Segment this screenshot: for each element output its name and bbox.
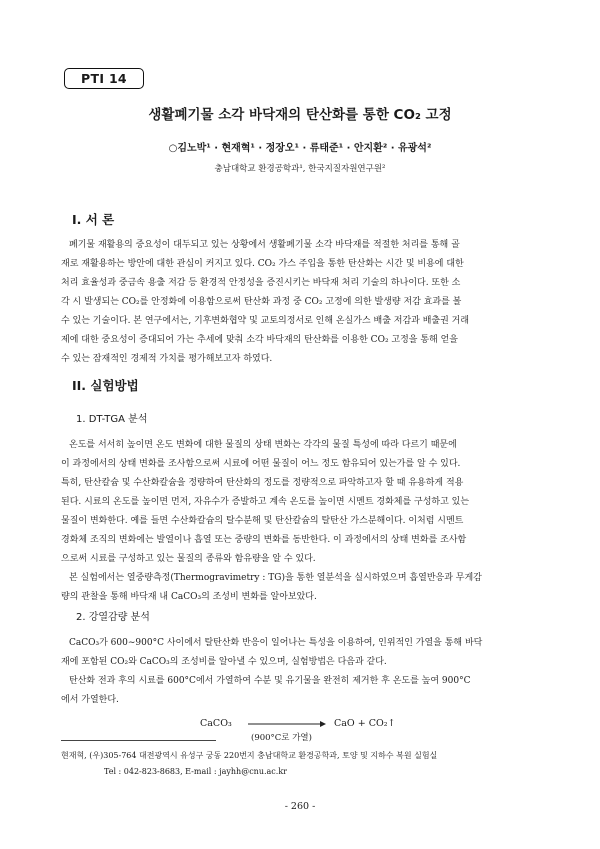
footnote-contact: Tel : 042-823-8683, E-mail : jayhh@cnu.ac.kr bbox=[104, 767, 287, 776]
footnote-address: 현재혁, (우)305-764 대전광역시 유성구 궁동 220번지 충남대학교 환경공학과, 토양 및 지하수 복원 실험실 bbox=[61, 751, 438, 760]
affiliation: 충남대학교 환경공학과¹, 한국지질자원연구원² bbox=[214, 164, 386, 174]
page-number: - 260 - bbox=[284, 801, 316, 812]
dt-tga-line: 온도를 서서히 높이면 온도 변화에 대한 물질의 상태 변화는 각각의 물질 특성에 따라 다르기 때문에 bbox=[69, 440, 457, 450]
dt-tga-line: 경화체 조직의 변화에는 발열이나 흡열 또는 중량의 변화를 동반한다. 이 과정에서의 상태 변화를 조사함 bbox=[61, 535, 467, 545]
ignition-line: 에서 가열한다. bbox=[61, 695, 119, 705]
subsection-heading-dt-tga: 1. DT-TGA 분석 bbox=[76, 414, 148, 425]
intro-line: 수 있는 기술이다. 본 연구에서는, 기후변화협약 및 교토의정서로 인해 온실가스 배출 저감과 배출권 거래 bbox=[61, 316, 470, 326]
ignition-line: CaCO₃가 600∼900°C 사이에서 탈탄산화 반응이 일어나는 특성을 이용하여, 인위적인 가열을 통해 바닥 bbox=[69, 638, 483, 648]
footnote-divider bbox=[61, 740, 216, 741]
paper-title: 생활폐기물 소각 바닥재의 탄산화를 통한 CO₂ 고정 bbox=[148, 107, 452, 123]
intro-line: 처리 효율성과 중금속 용출 저감 등 환경적 안정성을 증진시키는 바닥재 처리 기술의 하나이다. 또한 소 bbox=[61, 278, 461, 288]
dt-tga-line: 된다. 시료의 온도를 높이면 먼저, 자유수가 증발하고 계속 온도를 높이면 시멘트 경화체를 구성하고 있는 bbox=[61, 497, 470, 507]
section-heading-introduction: I. 서 론 bbox=[72, 212, 115, 227]
dt-tga-line: 특히, 탄산칼슘 및 수산화칼슘을 정량하여 탄산화의 정도를 정량적으로 파악하고자 할 때 유용하게 적용 bbox=[61, 478, 464, 488]
equation-condition: (900°C로 가열) bbox=[251, 733, 312, 743]
section-heading-methods: II. 실험방법 bbox=[72, 378, 139, 393]
session-badge: PTI 14 bbox=[64, 68, 144, 89]
dt-tga-line: 물질이 변화한다. 예를 들면 수산화칼슘의 탈수분해 및 탄산칼슘의 탈탄산 가스분해이다. 이처럼 시멘트 bbox=[61, 516, 464, 526]
author-list: ○김노박¹ · 현재혁¹ · 정장오¹ · 류태준¹ · 안지환² · 유광석² bbox=[168, 143, 432, 154]
ignition-line: 재에 포함된 CO₂와 CaCO₃의 조성비를 알아낼 수 있으며, 실험방법은 다음과 같다. bbox=[61, 657, 387, 667]
intro-line: 재로 재활용하는 방안에 대한 관심이 커지고 있다. CO₂ 가스 주입을 통한 탄산화는 시간 및 비용에 대한 bbox=[61, 259, 464, 269]
dt-tga-line: 으로써 시료를 구성하고 있는 물질의 종류와 함유량을 알 수 있다. bbox=[61, 554, 316, 564]
dt-tga-body bbox=[61, 436, 539, 607]
intro-line: 각 시 발생되는 CO₂를 안정화에 이용함으로써 탄산화 과정 중 CO₂ 고정에 의한 발생량 저감 효과를 볼 bbox=[61, 297, 462, 307]
ignition-loss-body bbox=[61, 634, 539, 710]
equation-reactant: CaCO₃ bbox=[200, 718, 232, 729]
ignition-line: 탄산화 전과 후의 시료를 600°C에서 가열하여 수분 및 유기물을 완전히 제거한 후 온도를 높여 900°C bbox=[69, 676, 471, 686]
dt-tga-line: 본 실험에서는 열중량측정(Thermogravimetry : TG)을 통한 열분석을 실시하였으며 흡열반응과 무게감 bbox=[69, 573, 482, 583]
intro-line: 제에 대한 중요성이 증대되어 가는 추세에 맞춰 소각 바닥재의 탄산화를 이용한 CO₂ 고정을 통해 얻을 bbox=[61, 335, 458, 345]
intro-line: 수 있는 잠재적인 경제적 가치를 평가해보고자 하였다. bbox=[61, 354, 273, 364]
intro-line: 폐기물 재활용의 중요성이 대두되고 있는 상황에서 생활폐기물 소각 바닥재를 적절한 처리를 통해 골 bbox=[69, 240, 460, 250]
dt-tga-line: 량의 관찰을 통해 바닥재 내 CaCO₃의 조성비 변화를 알아보았다. bbox=[61, 592, 317, 602]
reaction-arrow bbox=[246, 716, 326, 730]
equation-products: CaO + CO₂↑ bbox=[334, 718, 396, 729]
subsection-heading-ignition-loss: 2. 강열감량 분석 bbox=[76, 612, 150, 623]
dt-tga-line: 이 과정에서의 상태 변화를 조사함으로써 시료에 어떤 물질이 어느 정도 함유되어 있는가를 알 수 있다. bbox=[61, 459, 461, 469]
introduction-body bbox=[61, 236, 539, 369]
